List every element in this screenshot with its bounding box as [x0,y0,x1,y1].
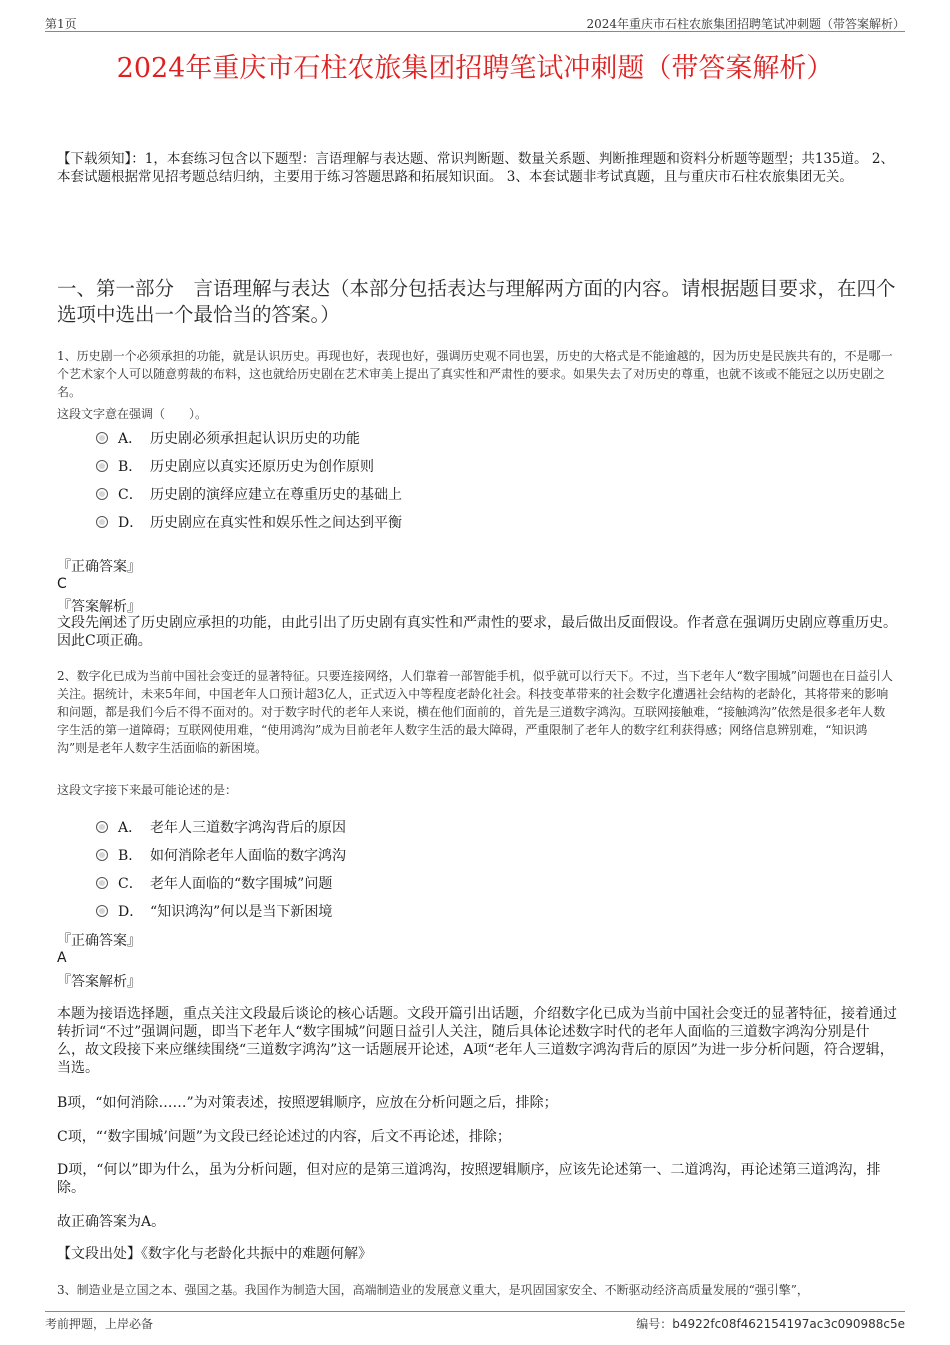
header-doc-title: 2024年重庆市石柱农旅集团招聘笔试冲刺题（带答案解析） [586,17,905,31]
radio-icon[interactable] [96,460,108,472]
question-1-answer-label: 『正确答案』 [57,559,141,575]
question-1-text: 1、历史剧一个必须承担的功能，就是认识历史。再现也好，表现也好，强调历史观不同也罢，历史的大格式是不能逾越的，因为历史是民族共有的，不是哪一个艺术家个人可以随意剪裁的布料，这也就给历史剧在艺术审美上提出了真实性和严肃性的要求。如果失去了对历史的尊重，也就不该或不能冠之以历史剧之名。 [57,349,893,399]
question-2-option-b[interactable]: B． 如何消除老年人面临的数字鸿沟 [96,845,346,865]
question-2-source: 【文段出处】《数字化与老龄化共振中的难题何解》 [57,1246,372,1262]
question-1-option-b[interactable]: B． 历史剧应以真实还原历史为创作原则 [96,456,374,476]
question-2-option-d[interactable]: D． “知识鸿沟”何以是当下新困境 [96,901,332,921]
radio-icon[interactable] [96,821,108,833]
question-2-option-a[interactable]: A． 老年人三道数字鸿沟背后的原因 [96,817,346,837]
footer-serial-label: 编号： [636,1317,673,1331]
question-1-analysis: 文段先阐述了历史剧应承担的功能，由此引出了历史剧有真实性和严肃性的要求，最后做出反面假设。作者意在强调历史剧应尊重历史。因此C项正确。 [57,615,897,649]
question-2-analysis-para: D项，“何以”即为什么，虽为分析问题，但对应的是第三道鸿沟，按照逻辑顺序，应该先论述第一、二道鸿沟，再论述第三道鸿沟，排除。 [57,1162,881,1196]
question-2-analysis-label: 『答案解析』 [57,974,141,990]
section-heading: 一、第一部分 言语理解与表达（本部分包括表达与理解两方面的内容。请根据题目要求，在四个选项中选出一个最恰当的答案。） [57,277,896,326]
page-number: 第1页 [45,17,77,31]
header-divider [45,31,905,32]
radio-icon[interactable] [96,849,108,861]
question-2-analysis-para: C项，“‘数字围城’问题”为文段已经论述过的内容，后文不再论述，排除； [57,1129,511,1145]
footer-divider [45,1311,905,1312]
question-1-answer: C [57,576,67,592]
question-2-text: 2、数字化已成为当前中国社会变迁的显著特征。只要连接网络，人们靠着一部智能手机，似乎就可以行天下。不过，当下老年人“数字围城”问题也在日益引人关注。据统计，未来5年间，中国老年人口预计超3亿人，正式迈入中等程度老龄化社会。科技变革带来的社会数字化遭遇社会结构的老龄化，其将带来的影响和问题，都是我们今后不得不面对的。对于数字时代的老年人来说，横在他们面前的，首先是三道数字鸿沟。互联网接触难，“接触鸿沟”依然是很多老年人数字生活的第一道障碍；互联网使用难，“使用鸿沟”成为目前老年人数字生活的最大障碍，严重限制了老年人的数字红利获得感；网络信息辨别难，“知识鸿沟”则是老年人数字生活面临的新困境。 [57,669,893,755]
question-1-option-c[interactable]: C． 历史剧的演绎应建立在尊重历史的基础上 [96,484,402,504]
question-2-answer: A [57,950,67,966]
question-2-answer-label: 『正确答案』 [57,933,141,949]
question-3-text: 3、制造业是立国之本、强国之基。我国作为制造大国，高端制造业的发展意义重大，是巩固国家安全、不断驱动经济高质量发展的“强引擎”， [57,1283,809,1297]
question-1-prompt: 这段文字意在强调（ ）。 [57,407,208,421]
question-2-option-c[interactable]: C． 老年人面临的“数字围城”问题 [96,873,332,893]
footer-slogan: 考前押题，上岸必备 [45,1317,154,1331]
question-2-analysis-para: B项，“如何消除……”为对策表述，按照逻辑顺序，应放在分析问题之后，排除； [57,1095,558,1111]
radio-icon[interactable] [96,488,108,500]
download-notice: 【下载须知】：1，本套练习包含以下题型：言语理解与表达题、常识判断题、数量关系题、判断推理题和资料分析题等题型；共135道。 2、本套试题根据常见招考题总结归纳，主要用于练习答题思路和拓展知识面。 3、本套试题非考试真题，且与重庆市石柱农旅集团无关。 [57,151,894,185]
radio-icon[interactable] [96,877,108,889]
radio-icon[interactable] [96,432,108,444]
question-2-analysis-para: 故正确答案为A。 [57,1214,166,1230]
radio-icon[interactable] [96,516,108,528]
radio-icon[interactable] [96,905,108,917]
page-title: 2024年重庆市石柱农旅集团招聘笔试冲刺题（带答案解析） [116,53,834,84]
question-1-option-a[interactable]: A． 历史剧必须承担起认识历史的功能 [96,428,360,448]
question-1-analysis-label: 『答案解析』 [57,599,141,615]
footer-serial-value: b4922fc08f462154197ac3c090988c5e [672,1317,905,1331]
question-2-analysis-para: 本题为接语选择题，重点关注文段最后谈论的核心话题。文段开篇引出话题，介绍数字化已成为当前中国社会变迁的显著特征，接着通过转折词“不过”强调问题，即当下老年人“数字围城”问题日益引人关注，随后具体论述数字时代的老年人面临的三道数字鸿沟分别是什么，故文段接下来应继续围绕“三道数字鸿沟”这一话题展开论述，A项“老年人三道数字鸿沟背后的原因”为进一步分析问题，符合逻辑，当选。 [57,1006,897,1076]
question-1-option-d[interactable]: D． 历史剧应在真实性和娱乐性之间达到平衡 [96,512,402,532]
question-2-prompt: 这段文字接下来最可能论述的是： [57,783,238,797]
footer-serial [636,1315,905,1332]
